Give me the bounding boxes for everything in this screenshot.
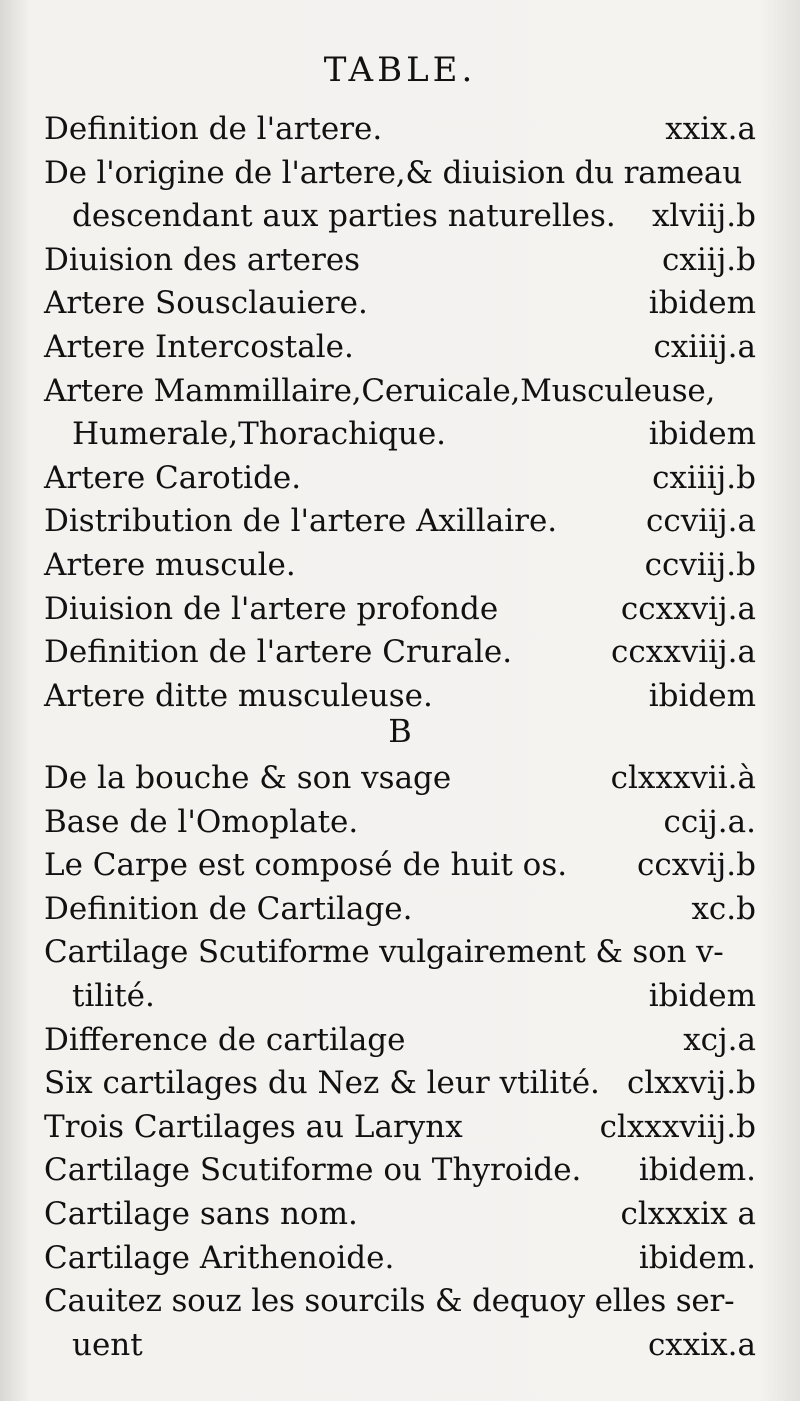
index-entry bbox=[44, 457, 756, 499]
entry-page-ref: clxxxviij.b bbox=[599, 1108, 756, 1145]
index-entry bbox=[44, 195, 756, 237]
entry-title: Artere Sousclauiere. bbox=[44, 285, 368, 322]
index-entry bbox=[44, 1106, 756, 1148]
entry-title: Artere Mammillaire,Ceruicale,Musculeuse, bbox=[44, 372, 716, 409]
entry-page-ref: ccij.a. bbox=[663, 803, 756, 840]
index-entry bbox=[44, 844, 756, 886]
entry-page-ref: ibidem bbox=[648, 285, 756, 322]
entry-title: Definition de Cartilage. bbox=[44, 890, 413, 927]
entry-title: Humerale,Thorachique. bbox=[72, 416, 447, 453]
index-entry bbox=[44, 326, 756, 368]
index-entry bbox=[44, 757, 756, 799]
entry-page-ref: clxxxvii.à bbox=[610, 760, 756, 796]
entry-title: Le Carpe est composé de huit os. bbox=[44, 847, 568, 884]
index-entry bbox=[44, 931, 756, 973]
index-entry bbox=[44, 588, 756, 630]
entry-title: Artere ditte musculeuse. bbox=[44, 677, 433, 714]
index-entry bbox=[44, 1149, 756, 1191]
entry-page-ref: ccviij.b bbox=[644, 547, 756, 583]
entry-title: Definition de l'artere. bbox=[44, 111, 383, 147]
index-entry bbox=[44, 544, 756, 586]
index-entry bbox=[44, 631, 756, 673]
entry-title: Diuision de l'artere profonde bbox=[44, 590, 499, 627]
index-entry bbox=[44, 1324, 756, 1366]
entry-title: Cauitez souz les sourcils & dequoy elles ser- bbox=[44, 1283, 735, 1320]
entry-title: De la bouche & son vsage bbox=[44, 760, 452, 796]
entry-page-ref: cxxix.a bbox=[647, 1326, 756, 1363]
entry-page-ref: cxiiij.b bbox=[652, 459, 756, 496]
entry-page-ref: ibidem bbox=[648, 677, 756, 714]
index-entry bbox=[44, 1019, 756, 1061]
entry-title: Cartilage Scutiforme vulgairement & son v- bbox=[44, 934, 724, 971]
index-entry bbox=[44, 1280, 756, 1322]
entry-page-ref: cxiij.b bbox=[662, 241, 756, 278]
page-header: TABLE. bbox=[323, 50, 477, 90]
index-entry bbox=[44, 675, 756, 717]
entry-page-ref: ibidem. bbox=[638, 1239, 756, 1276]
entry-page-ref: ccxxviij.a bbox=[611, 634, 756, 671]
index-entry bbox=[44, 500, 756, 542]
entry-title: Artere Intercostale. bbox=[44, 329, 354, 365]
entry-title: De l'origine de l'artere,& diuision du rameau bbox=[44, 154, 742, 191]
index-entry bbox=[44, 1237, 756, 1279]
index-entry bbox=[44, 975, 756, 1017]
entry-title: Cartilage Arithenoide. bbox=[44, 1239, 395, 1276]
index-entry bbox=[44, 282, 756, 324]
entry-title: Base de l'Omoplate. bbox=[44, 803, 359, 840]
index-entry bbox=[44, 413, 756, 455]
index-entry bbox=[44, 370, 756, 412]
entry-title: Cartilage Scutiforme ou Thyroide. bbox=[44, 1152, 582, 1189]
entry-page-ref: ibidem bbox=[648, 416, 756, 453]
entry-page-ref: clxxvij.b bbox=[627, 1065, 756, 1102]
entry-page-ref: ibidem. bbox=[638, 1152, 756, 1189]
entry-title: Diuision des arteres bbox=[44, 241, 361, 278]
index-entry bbox=[44, 152, 756, 194]
entry-page-ref: xc.b bbox=[691, 890, 756, 927]
entry-page-ref: xxix.a bbox=[665, 111, 756, 147]
entry-title: descendant aux parties naturelles. bbox=[72, 198, 616, 235]
index-entry bbox=[44, 1062, 756, 1104]
index-entry bbox=[44, 1193, 756, 1235]
entry-page-ref: ccxxvij.a bbox=[620, 590, 756, 627]
entry-page-ref: clxxxix a bbox=[620, 1196, 756, 1232]
entry-title: tilité. bbox=[72, 978, 155, 1014]
entry-title: Cartilage sans nom. bbox=[44, 1196, 358, 1232]
entry-title: uent bbox=[72, 1326, 143, 1363]
entry-page-ref: xcj.a bbox=[683, 1021, 756, 1058]
index-entry bbox=[44, 888, 756, 930]
section-letter-b: B bbox=[388, 712, 412, 750]
entry-page-ref: ibidem bbox=[648, 978, 756, 1014]
entry-page-ref: cxiiij.a bbox=[653, 329, 756, 365]
entry-title: Artere Carotide. bbox=[44, 459, 302, 496]
entry-page-ref: xlviij.b bbox=[651, 198, 756, 235]
entry-title: Distribution de l'artere Axillaire. bbox=[44, 503, 558, 540]
index-entry bbox=[44, 108, 756, 150]
entry-page-ref: ccviij.a bbox=[645, 503, 756, 540]
entry-title: Difference de cartilage bbox=[44, 1021, 406, 1058]
entry-title: Artere muscule. bbox=[44, 547, 296, 583]
entry-title: Six cartilages du Nez & leur vtilité. bbox=[44, 1065, 600, 1102]
entry-title: Trois Cartilages au Larynx bbox=[44, 1108, 463, 1145]
entry-page-ref: ccxvij.b bbox=[637, 847, 756, 884]
index-entry bbox=[44, 801, 756, 843]
entry-title: Definition de l'artere Crurale. bbox=[44, 634, 513, 671]
index-entry bbox=[44, 239, 756, 281]
